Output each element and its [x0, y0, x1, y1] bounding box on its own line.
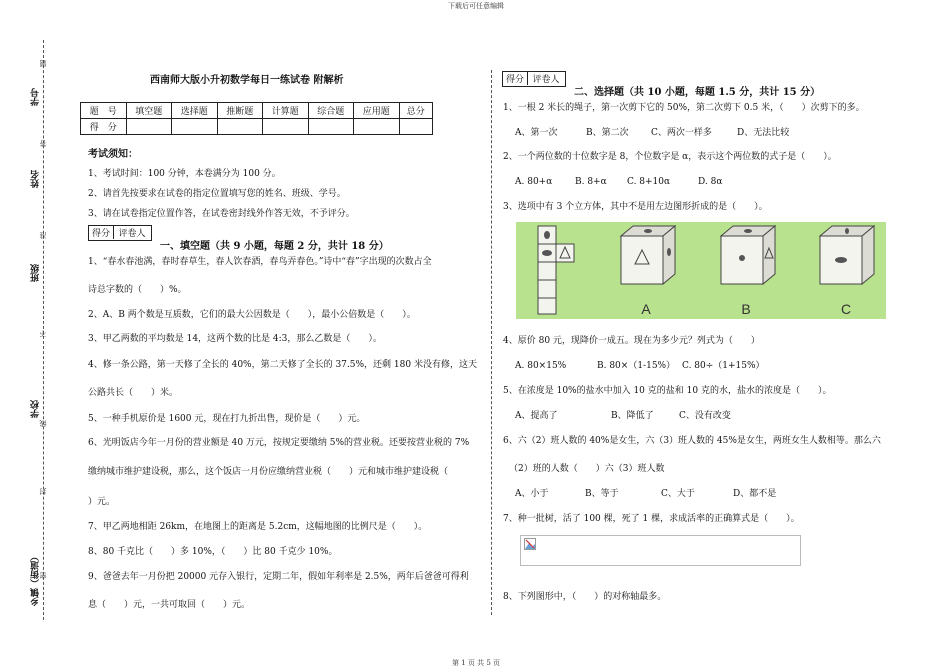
fill-question-line: ）元。	[88, 497, 116, 507]
seal-mark: 封	[39, 488, 47, 495]
fill-question-line: 7、甲乙两地相距 26km，在地图上的距离是 5.2cm，这幅地图的比例尺是（ ）。	[88, 522, 428, 532]
option-a[interactable]: A. 80+α	[515, 177, 553, 187]
fill-question-line: 4、修一条公路，第一天修了全长的 40%，第二天修了全长的 37.5%，还剩 180 米没有修，这天	[88, 360, 477, 370]
fill-question-line: 2、A、B 两个数是互质数，它们的最大公因数是（ ），最小公倍数是（ ）。	[88, 310, 416, 320]
seal-mark: 答	[39, 140, 47, 147]
option-d[interactable]: D、都不是	[733, 489, 777, 499]
score-cell: 综合题	[308, 103, 354, 119]
choice-question-cont: （2）班的人数（ ）六（3）班人数	[509, 464, 665, 474]
grader-name-label: 评卷人	[118, 229, 146, 239]
choice-question: 2、一个两位数的十位数字是 8，个位数字是 α，表示这个两位数的式子是（ ）。	[503, 152, 837, 162]
score-table	[80, 102, 433, 135]
notice-heading: 考试须知：	[88, 149, 138, 160]
option-a[interactable]: A. 80×15%	[515, 361, 567, 371]
fill-question-line: 1、“春水春池满，春时春草生，春人饮春酒，春鸟弄春色。”诗中“春”字出现的次数占全	[88, 257, 432, 267]
option-b[interactable]: B. 8+α	[575, 177, 607, 187]
seal-mark: 准	[39, 232, 47, 239]
notice-item: 3、请在试卷指定位置作答，在试卷密封线外作答无效，不予评分。	[88, 209, 355, 219]
score-table-score-row	[81, 119, 433, 135]
binding-margin	[0, 0, 60, 671]
label-name: 姓名	[31, 170, 41, 188]
choice-question: 1、一根 2 米长的绳子，第一次剪下它的 50%，第二次剪下 0.5 米，（ ）次剪下的多。	[503, 103, 865, 113]
section1-heading: 一、填空题（共 9 小题，每题 2 分，共计 18 分）	[160, 241, 389, 252]
fill-question-line: 3、甲乙两数的平均数是 14，这两个数的比是 4:3，那么乙数是（ ）。	[88, 334, 382, 344]
choice-question: 8、下列图形中，（ ）的对称轴最多。	[503, 592, 667, 602]
score-input-cell[interactable]	[217, 119, 263, 135]
cube-label-c[interactable]: C	[840, 301, 852, 317]
option-a[interactable]: A、小于	[515, 489, 549, 499]
option-b[interactable]: B、等于	[585, 489, 619, 499]
broken-image-icon	[524, 538, 536, 550]
option-c[interactable]: C. 8+10α	[627, 177, 671, 187]
label-township: 乡镇（街道）	[31, 552, 41, 606]
fill-question-line: 9、爸爸去年一月份把 20000 元存入银行，定期二年，假如年利率是 2.5%，两年后爸爸可得利	[88, 572, 469, 582]
label-class: 班级	[31, 264, 41, 282]
column-divider	[491, 70, 492, 615]
score-cell: 得 分	[81, 119, 127, 135]
option-c[interactable]: C、没有改变	[679, 411, 731, 421]
score-cell: 推断题	[217, 103, 263, 119]
cube-figure-svg	[516, 222, 886, 319]
option-a[interactable]: A、提高了	[515, 411, 558, 421]
grader-name-label: 评卷人	[532, 75, 560, 85]
fill-question-line: 息（ ）元，一共可取回（ ）元。	[88, 600, 251, 610]
option-c[interactable]: C. 80÷（1+15%）	[682, 361, 765, 371]
label-student-id: 学号	[31, 88, 41, 106]
choice-question: 6、六（2）班人数的 40%是女生，六（3）班人数的 45%是女生，两班女生人数相等。那么六	[503, 436, 881, 446]
fill-question-line: 缴纳城市维护建设税，那么，这个饭店一月份应缴纳营业税（ ）元和城市维护建设税（	[88, 467, 449, 477]
score-cell: 应用题	[354, 103, 400, 119]
seal-mark: 题	[39, 60, 47, 67]
score-input-cell[interactable]	[126, 119, 172, 135]
score-cell: 计算题	[263, 103, 309, 119]
exam-title: 西南师大版小升初数学每日一练试卷 附解析	[150, 75, 344, 86]
cube-label-b[interactable]: B	[741, 301, 751, 317]
cube-c	[820, 226, 874, 284]
grader-box	[88, 225, 152, 241]
score-input-cell[interactable]	[354, 119, 400, 135]
fill-question-line: 6、光明饭店今年一月份的营业额是 40 万元，按规定要缴纳 5%的营业税。还要按营业税的 7%	[88, 438, 470, 448]
grader-score-label: 得分	[503, 72, 528, 85]
seal-mark: 线	[39, 420, 47, 427]
header-note: 下载后可任意编辑	[448, 2, 504, 10]
fill-question-line: 8、80 千克比（ ）多 10%，（ ）比 80 千克少 10%。	[88, 547, 338, 557]
score-input-cell[interactable]	[172, 119, 218, 135]
option-b[interactable]: B. 80×（1-15%）	[597, 361, 676, 371]
fill-question-line: 公路共长（ ）米。	[88, 388, 179, 398]
score-input-cell[interactable]	[399, 119, 433, 135]
choice-question: 3、选项中有 3 个立方体，其中不是用左边图形折成的是（ ）。	[503, 202, 768, 212]
seal-mark: 密	[39, 572, 47, 579]
score-input-cell[interactable]	[263, 119, 309, 135]
score-cell: 总分	[399, 103, 433, 119]
option-d[interactable]: D. 8α	[698, 177, 723, 187]
cube-a	[621, 226, 675, 284]
score-cell: 填空题	[126, 103, 172, 119]
cube-figure	[516, 222, 886, 319]
notice-item: 2、请首先按要求在试卷的指定位置填写您的姓名、班级、学号。	[88, 189, 346, 199]
option-a[interactable]: A、第一次	[515, 128, 558, 138]
cube-label-a[interactable]: A	[641, 301, 651, 317]
score-table-header-row	[81, 103, 433, 119]
fill-question-line: 5、一种手机原价是 1600 元，现在打九折出售，现价是（ ）元。	[88, 414, 366, 424]
option-c[interactable]: C、两次一样多	[651, 128, 712, 138]
cube-net	[538, 226, 574, 314]
choice-question: 5、在浓度是 10%的盐水中加入 10 克的盐和 10 克的水，盐水的浓度是（ ）。	[503, 386, 832, 396]
section2-heading: 二、选择题（共 10 小题，每题 1.5 分，共计 15 分）	[574, 87, 821, 98]
cube-b	[721, 226, 775, 284]
seal-mark: 不	[39, 330, 47, 337]
label-school: 学校	[31, 400, 41, 418]
notice-item: 1、考试时间：100 分钟，本卷满分为 100 分。	[88, 169, 281, 179]
choice-question: 4、原价 80 元，现降价一成五。现在为多少元？列式为（ ）	[503, 336, 760, 346]
option-b[interactable]: B、降低了	[611, 411, 654, 421]
grader-score-label: 得分	[89, 226, 114, 239]
option-c[interactable]: C、大于	[661, 489, 695, 499]
fill-question-line: 诗总字数的（ ）%。	[88, 285, 187, 295]
option-d[interactable]: D、无法比较	[737, 128, 790, 138]
option-b[interactable]: B、第二次	[586, 128, 629, 138]
score-cell: 题 号	[81, 103, 127, 119]
score-cell: 选择题	[172, 103, 218, 119]
score-input-cell[interactable]	[308, 119, 354, 135]
grader-box	[502, 71, 566, 87]
page-number: 第 1 页 共 5 页	[452, 659, 501, 667]
choice-question: 7、种一批树，活了 100 棵，死了 1 棵，求成活率的正确算式是（ ）。	[503, 514, 800, 524]
q7-image-placeholder	[520, 535, 801, 566]
